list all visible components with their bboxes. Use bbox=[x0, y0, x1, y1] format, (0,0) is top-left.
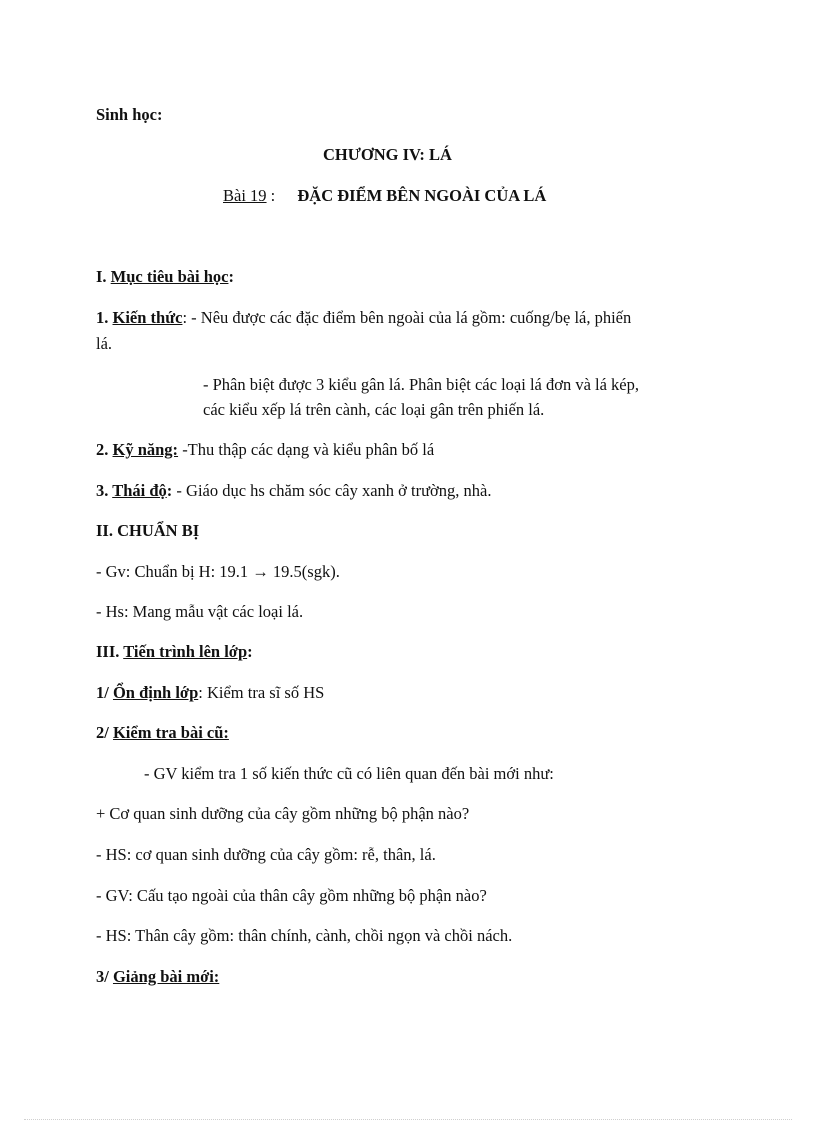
section-title: Mục tiêu bài học bbox=[110, 267, 229, 286]
skills-line bbox=[96, 440, 434, 460]
skills-label: Kỹ năng: bbox=[112, 440, 179, 459]
section-objectives-heading bbox=[96, 267, 234, 287]
lesson-number: Bài 19 bbox=[223, 186, 267, 205]
knowledge-text-2: - Phân biệt được 3 kiểu gân lá. Phân biệt các loại lá đơn và lá kép, bbox=[203, 375, 640, 394]
step-number: 3/ bbox=[96, 967, 113, 986]
attitude-label: Thái độ bbox=[112, 481, 167, 500]
knowledge-continuation: lá. bbox=[96, 334, 113, 353]
prep-teacher: - Gv: Chuẩn bị H: 19.1 → 19.5(sgk). bbox=[96, 562, 340, 581]
attitude-colon: : bbox=[166, 481, 173, 500]
section-colon: : bbox=[228, 267, 234, 286]
step-label: Ổn định lớp bbox=[112, 683, 199, 702]
review-question-1: + Cơ quan sinh dưỡng của cây gồm những bộ phận nào? bbox=[96, 804, 470, 823]
lesson-title: ĐẶC ĐIỂM BÊN NGOÀI CỦA LÁ bbox=[297, 186, 547, 205]
step-label: Giảng bài mới: bbox=[112, 967, 220, 986]
step-new-lesson-heading bbox=[96, 967, 219, 987]
step-review-heading bbox=[96, 723, 229, 743]
step-text: : Kiểm tra sĩ số HS bbox=[198, 683, 325, 702]
knowledge-colon: : bbox=[182, 308, 188, 327]
knowledge-text-1: - Nêu được các đặc điểm bên ngoài của lá gồm: cuống/bẹ lá, phiến bbox=[187, 308, 632, 327]
section-procedure-heading bbox=[96, 642, 253, 662]
step-number: 2/ bbox=[96, 723, 113, 742]
section-preparation-heading: II. CHUẨN BỊ bbox=[96, 521, 200, 540]
attitude-text: - Giáo dục hs chăm sóc cây xanh ở trường, nhà. bbox=[172, 481, 492, 500]
lesson-separator: : bbox=[266, 186, 276, 205]
attitude-line bbox=[96, 481, 491, 501]
subject-heading: Sinh học: bbox=[96, 105, 163, 124]
step-number: 1/ bbox=[96, 683, 113, 702]
review-answer-1: - HS: cơ quan sinh dưỡng của cây gồm: rễ, thân, lá. bbox=[96, 845, 436, 864]
section-title: Tiến trình lên lớp bbox=[123, 642, 248, 661]
section-colon: : bbox=[247, 642, 253, 661]
knowledge-line bbox=[96, 308, 720, 328]
prep-student: - Hs: Mang mẫu vật các loại lá. bbox=[96, 602, 304, 621]
attitude-number: 3. bbox=[96, 481, 113, 500]
skills-number: 2. bbox=[96, 440, 113, 459]
chapter-title: CHƯƠNG IV: LÁ bbox=[323, 145, 452, 164]
section-number: III. bbox=[96, 642, 124, 661]
step-class-order bbox=[96, 683, 324, 703]
review-answer-2: - HS: Thân cây gồm: thân chính, cành, chồi ngọn và chồi nách. bbox=[96, 926, 513, 945]
knowledge-text-3: các kiểu xếp lá trên cành, các loại gân trên phiến lá. bbox=[203, 400, 545, 419]
review-intro: - GV kiểm tra 1 số kiến thức cũ có liên quan đến bài mới như: bbox=[144, 764, 554, 783]
knowledge-label: Kiến thức bbox=[112, 308, 183, 327]
page-bottom-divider bbox=[24, 1119, 792, 1120]
knowledge-number: 1. bbox=[96, 308, 113, 327]
lesson-heading bbox=[223, 186, 546, 206]
review-question-2: - GV: Cấu tạo ngoài của thân cây gồm những bộ phận nào? bbox=[96, 886, 487, 905]
skills-text: -Thu thập các dạng và kiểu phân bố lá bbox=[178, 440, 435, 459]
section-number: I. bbox=[96, 267, 111, 286]
step-label: Kiểm tra bài cũ: bbox=[112, 723, 229, 742]
